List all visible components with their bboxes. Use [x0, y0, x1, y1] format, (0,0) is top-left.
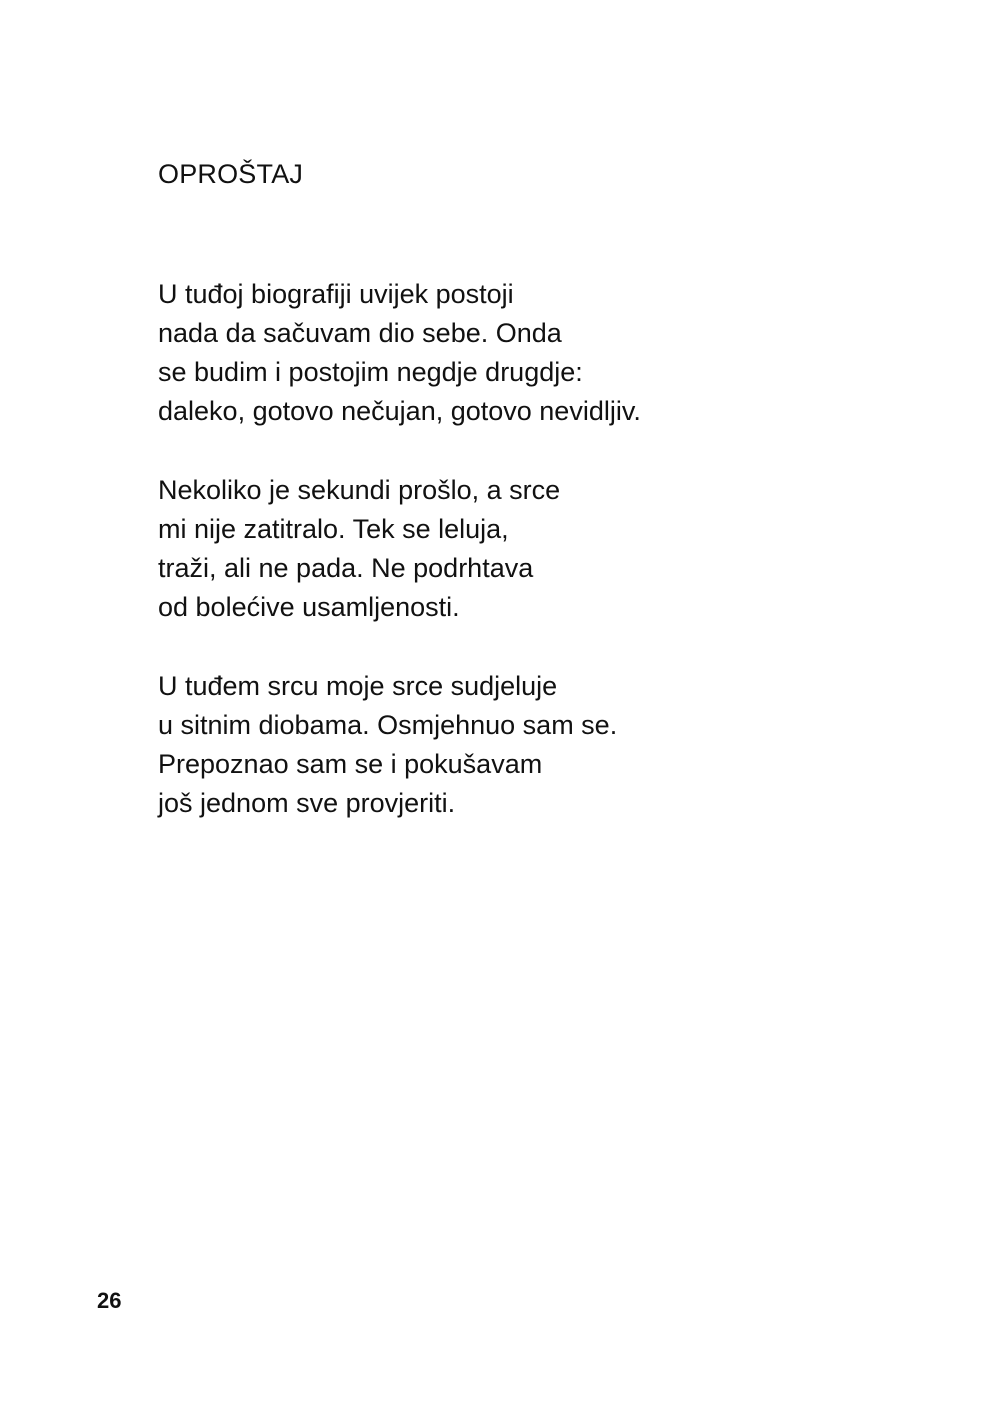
poem-line: daleko, gotovo nečujan, gotovo nevidljiv. — [158, 396, 641, 426]
poem-line: još jednom sve provjeriti. — [158, 788, 456, 818]
poem-line: U tuđem srcu moje srce sudjeluje — [158, 671, 558, 701]
poem-line: Nekoliko je sekundi prošlo, a srce — [158, 475, 561, 505]
poem-line: mi nije zatitralo. Tek se leluja, — [158, 514, 509, 544]
poem-title: OPROŠTAJ — [158, 159, 304, 189]
poem-line: se budim i postojim negdje drugdje: — [158, 357, 583, 387]
stanza-3 — [158, 667, 617, 823]
poem-line: u sitnim diobama. Osmjehnuo sam se. — [158, 710, 618, 740]
poem-line: od bolećive usamljenosti. — [158, 592, 460, 622]
poem-line: traži, ali ne pada. Ne podrhtava — [158, 553, 534, 583]
poem-line: nada da sačuvam dio sebe. Onda — [158, 318, 562, 348]
poem-line: U tuđoj biografiji uvijek postoji — [158, 279, 514, 309]
stanza-2 — [158, 471, 560, 627]
page-number: 26 — [97, 1288, 122, 1313]
stanza-1 — [158, 275, 641, 431]
poem-line: Prepoznao sam se i pokušavam — [158, 749, 543, 779]
